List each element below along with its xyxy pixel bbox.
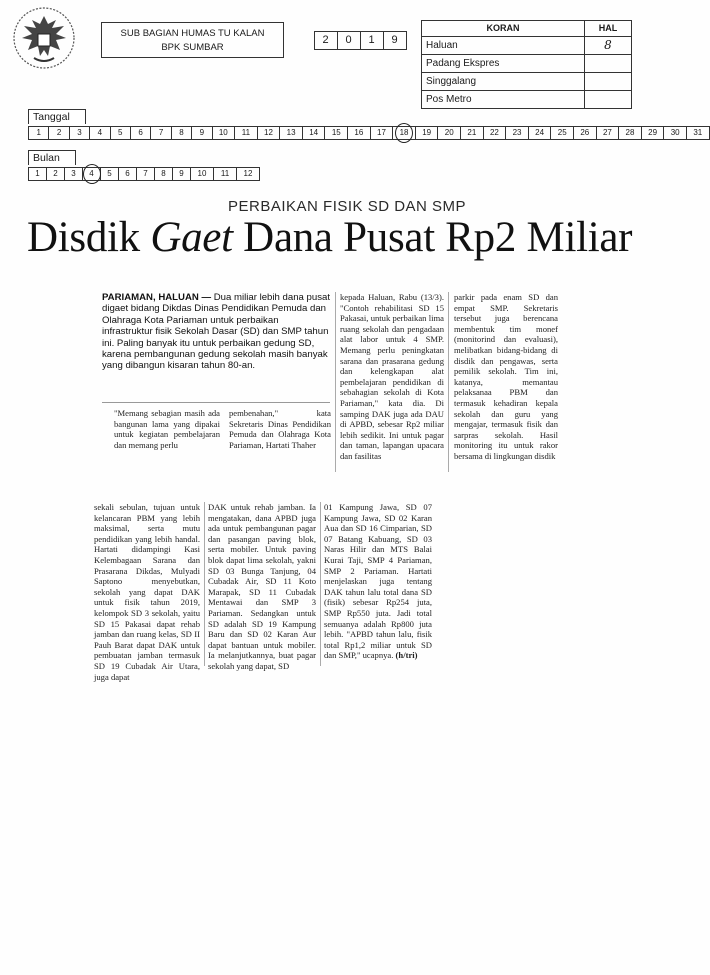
koran-header: KORAN — [422, 21, 585, 36]
tanggal-number: 27 — [602, 128, 612, 137]
headline-italic: Gaet — [150, 214, 233, 261]
tanggal-number: 6 — [138, 128, 143, 137]
bulan-cell — [101, 168, 119, 180]
year-digit: 0 — [338, 32, 361, 49]
tanggal-cell — [416, 127, 439, 139]
headline-part: Disdik — [27, 214, 151, 261]
tanggal-number: 19 — [422, 128, 432, 137]
tanggal-label: Tanggal — [28, 109, 86, 124]
article-column: DAK untuk rehab jamban. Ia mengatakan, dana APBD juga ada untuk pembangunan pagar dan pasangan paving blok, serta mobiler. Untuk paving blok dapat lima sekolah, yakni SD 03 Bunga Tanjung, 04 Cubadak Air, SD 11 Koto Marapak, SD 11 Cubadak Mentawai dan SMP 3 Pariaman. Sedangkan untuk SD adalah SD 19 Kampung Baru dan SD 02 Karan Aur dapat bantuan untuk mobiler. Ia melanjutkannya, buat pagar sekolah yang dapat, SD — [208, 502, 316, 671]
page-number: 8 — [604, 38, 612, 52]
lead-dateline: PARIAMAN, HALUAN — — [102, 292, 212, 303]
tanggal-number: 31 — [693, 128, 703, 137]
bulan-cell — [83, 168, 101, 180]
koran-row — [422, 91, 631, 108]
article-column: sekali sebulan, tujuan untuk kelancaran PBM yang lebih maksimal, serta mutu pendidikan yang lebih handal. Hartati didampingi Kasi Kelembagaan Sarana dan Prasarana Dikdas, Mulyadi Saptono menyebutkan, sekolah yang dapat DAK untuk fisik tahun 2019, kelompok SD 3 sekolah, yaitu SD 15 Pakasai dapat rehab jamban dan ruang kelas, SD II Pauh Barat dapat DAK untuk pembuatan jamban termasuk SD 19 Cubadak Air Utara, juga dapat — [94, 502, 200, 682]
bulan-cell — [237, 168, 259, 180]
bulan-cell — [65, 168, 83, 180]
article-column: "Memang sebagian masih ada bangunan lama yang dipakai untuk kegiatan pembelajaran dan memang perlu — [114, 408, 220, 450]
selected-circle-mark — [395, 123, 413, 143]
tanggal-cell — [258, 127, 281, 139]
tanggal-cell — [90, 127, 110, 139]
lead-body: Dua miliar lebih dana pusat digaet bidang Dikdas Dinas Pendidikan Pemuda dan Olahraga Kota Pariaman untuk perbaikan infrastruktur fisik Sekolah Dasar (SD) dan SMP tahun ini. Paling banyak itu untuk perbaikan gedung SD, karena pembangunan gedung sekolah masih banyak yang dibangun kisaran tahun 80-an. — [102, 292, 331, 372]
garuda-emblem-icon — [12, 6, 76, 70]
bulan-number: 6 — [125, 169, 130, 178]
bulan-number: 10 — [197, 169, 207, 178]
agency-line-2: BPK SUMBAR — [161, 42, 224, 53]
selected-circle-mark — [83, 164, 101, 184]
tanggal-row — [28, 126, 710, 140]
tanggal-cell — [438, 127, 461, 139]
tanggal-number: 21 — [467, 128, 477, 137]
tanggal-number: 29 — [648, 128, 658, 137]
bulan-number: 8 — [161, 169, 166, 178]
tanggal-cell — [235, 127, 258, 139]
tanggal-number: 13 — [286, 128, 296, 137]
koran-row — [422, 55, 631, 73]
tanggal-number: 18 — [399, 128, 409, 137]
tanggal-number: 5 — [118, 128, 123, 137]
tanggal-cell — [49, 127, 69, 139]
agency-line-1: SUB BAGIAN HUMAS TU KALAN — [120, 28, 265, 39]
tanggal-cell — [348, 127, 371, 139]
tanggal-cell — [484, 127, 507, 139]
bulan-cell — [137, 168, 155, 180]
article-column: pembenahan," kata Sekretaris Dinas Pendidikan Pemuda dan Olahraga Kota Pariaman, Hartati Thaher — [229, 408, 331, 450]
bulan-number: 5 — [107, 169, 112, 178]
tanggal-cell — [371, 127, 394, 139]
koran-row — [422, 37, 631, 55]
koran-table — [421, 20, 632, 109]
tanggal-number: 24 — [535, 128, 545, 137]
tanggal-cell — [70, 127, 90, 139]
bulan-cell — [47, 168, 65, 180]
tanggal-cell — [551, 127, 574, 139]
year-digit: 1 — [361, 32, 384, 49]
bulan-cell — [191, 168, 214, 180]
tanggal-cell — [461, 127, 484, 139]
article-column — [324, 502, 432, 668]
bulan-number: 2 — [53, 169, 58, 178]
article-lead — [102, 292, 330, 390]
column-text: 01 Kampung Jawa, SD 07 Kampung Jawa, SD 02 Karan Aua dan SD 16 Cimparian, SD 07 Batang Kabuang, SD 03 Naras Hilir dan MTS Balai Kurai Taji, SMP 4 Pariaman, SMP 2 Pariaman. Hartati menjelaskan juga tentang DAK tahun lalu total dana SD (fisik) sebesar Rp254 juta, SMP Rp550 juta. Jadi total semuanya adalah Rp800 juta lebih. "APBD tahun lalu, fisik total Rp1,2 miliar untuk SD dan SMP," ucapnya. — [324, 502, 432, 661]
tanggal-cell — [574, 127, 597, 139]
article-column: parkir pada enam SD dan empat SMP. Sekretaris tersebut juga berencana membentuk tim monef (monitorind dan evaluasi), melibatkan bidang-bidang di disdik dan pengawas, serta pemilik sekolah. Tim ini, katanya, memantau pelaksanaa PBM dan termasuk kehadiran kepala sekolah dan guru yang mengajar, termasuk fisik dan sarpras sekolah. Hasil monitoring itu untuk rakor bersama di lingkungan disdik — [454, 292, 558, 461]
tanggal-number: 15 — [331, 128, 341, 137]
bulan-number: 12 — [243, 169, 253, 178]
paper-name: Singgalang — [422, 73, 585, 90]
article-kicker: PERBAIKAN FISIK SD DAN SMP — [228, 198, 467, 215]
tanggal-cell — [213, 127, 236, 139]
tanggal-cell — [597, 127, 620, 139]
bulan-number: 7 — [143, 169, 148, 178]
bulan-row — [28, 167, 260, 181]
tanggal-number: 25 — [557, 128, 567, 137]
bulan-number: 4 — [89, 169, 94, 178]
tanggal-cell — [303, 127, 326, 139]
bulan-number: 3 — [71, 169, 76, 178]
tanggal-cell — [131, 127, 151, 139]
tanggal-cell — [393, 127, 416, 139]
hal-header: HAL — [598, 23, 618, 33]
tanggal-cell — [280, 127, 303, 139]
tanggal-number: 3 — [77, 128, 82, 137]
tanggal-cell — [192, 127, 212, 139]
tanggal-number: 9 — [199, 128, 205, 137]
bulan-number: 1 — [35, 169, 40, 178]
bulan-number: 11 — [220, 169, 230, 178]
tanggal-cell — [506, 127, 529, 139]
tanggal-number: 10 — [218, 128, 228, 137]
bulan-cell — [29, 168, 47, 180]
headline-part: Dana Pusat Rp2 Miliar — [232, 214, 633, 261]
article-column: kepada Haluan, Rabu (13/3). "Contoh rehabilitasi SD 15 Pakasai, untuk perbaikan lima ruang sekolah dan pengadaan alat labor untuk 4 SMP. Memang perlu peningkatan sarana dan prasarana gedung dan kelengkapan alat pembelajaran pendidikan di sebahagian sekolah di Kota Pariaman," kata dia. Di samping DAK juga ada DAU di APBD, sebesar Rp2 miliar lebih sedikit. Ini untuk pagar dan taman, lapangan upacara dan fasilitas — [340, 292, 444, 461]
paper-name: Padang Ekspres — [422, 55, 585, 72]
tanggal-number: 7 — [158, 128, 164, 137]
tanggal-cell — [642, 127, 665, 139]
year-digit: 2 — [315, 32, 338, 49]
tanggal-number: 1 — [36, 128, 41, 137]
article-block-1 — [84, 288, 562, 473]
tanggal-cell — [664, 127, 687, 139]
tanggal-cell — [151, 127, 171, 139]
year-digit: 9 — [391, 34, 399, 46]
tanggal-number: 14 — [309, 128, 319, 137]
koran-row — [422, 73, 631, 91]
tanggal-number: 11 — [241, 128, 251, 137]
tanggal-cell — [29, 127, 49, 139]
tanggal-number: 16 — [354, 128, 364, 137]
tanggal-cell — [619, 127, 642, 139]
tanggal-number: 23 — [512, 128, 522, 137]
tanggal-number: 30 — [670, 128, 680, 137]
tanggal-number: 2 — [56, 128, 62, 137]
bulan-cell — [214, 168, 237, 180]
author-signature: (h/tri) — [395, 650, 418, 661]
tanggal-number: 12 — [264, 128, 273, 137]
paper-name: Haluan — [422, 37, 585, 54]
agency-box — [101, 22, 284, 58]
tanggal-cell — [172, 127, 192, 139]
tanggal-number: 28 — [625, 128, 635, 137]
paper-name: Pos Metro — [422, 91, 585, 108]
tanggal-number: 8 — [179, 128, 184, 137]
article-headline — [27, 213, 667, 262]
bulan-cell — [155, 168, 173, 180]
year-boxes — [314, 31, 407, 50]
tanggal-number: 22 — [489, 128, 499, 137]
article-block-2 — [88, 496, 448, 682]
tanggal-number: 4 — [97, 128, 103, 137]
tanggal-number: 26 — [580, 128, 590, 137]
tanggal-cell — [325, 127, 348, 139]
tanggal-number: 20 — [444, 128, 454, 137]
tanggal-cell — [111, 127, 131, 139]
tanggal-cell — [529, 127, 552, 139]
tanggal-cell — [687, 127, 709, 139]
bulan-cell — [119, 168, 137, 180]
tanggal-number: 17 — [377, 128, 386, 137]
bulan-number: 9 — [179, 169, 184, 178]
bulan-label: Bulan — [28, 150, 76, 165]
bulan-cell — [173, 168, 191, 180]
